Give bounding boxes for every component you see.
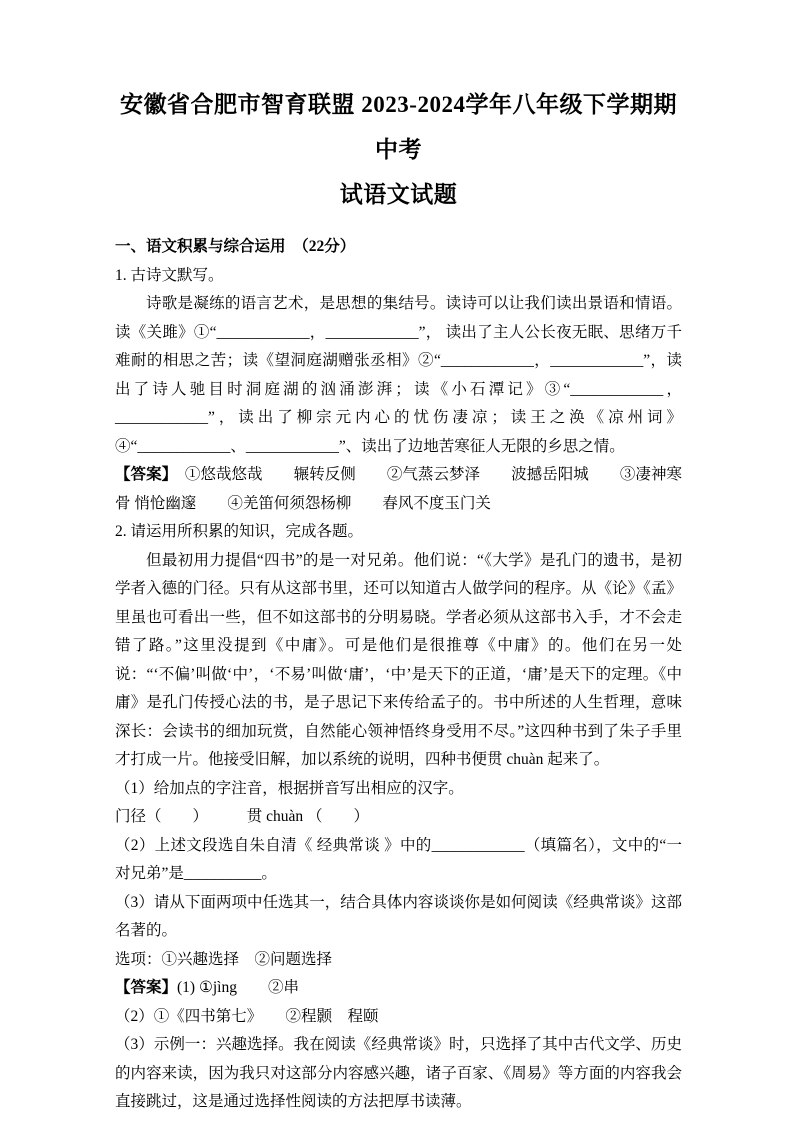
answer-label: 【答案】 (115, 466, 170, 483)
title-line-2: 试语文试题 (339, 182, 458, 207)
question-2-options: 选项：①兴趣选择 ②问题选择 (115, 950, 333, 968)
question-2-passage: 但最初用力提倡“四书”的是一对兄弟。他们说：“《大学》是孔门的遗书，是初学者入德的门径。只有从这部书里，还可以知道古人做学问的程序。从《论》《孟》里虽也可看出一些，但不如这部书的分明易晓。学者必须从这部书入手，才不会走错了路。”这里没提到《中庸》。可是他们是很推尊《中庸》的。他们在另一处说：“‘不偏’叫做‘中’，‘不易’叫做‘庸’，‘中’是天下的正道，‘庸’是天下的定理。《中庸》是孔门传授心法的书，是子思记下来传给孟子的。书中所述的人生哲理，意味深长：会读书的细加玩赏，自然能心领神悟终身受用不尽。”这四种书到了朱子手里才打成一片。他接受旧解，加以系统的说明，四种书便贯 chuàn 起来了。 (115, 551, 682, 768)
question-2-part-3: （3）请从下面两项中任选其一，结合具体内容谈谈你是如何阅读《经典常谈》这部名著的。 (115, 893, 682, 939)
document-title (115, 82, 682, 217)
question-2-answer-line-2: （2）①《四书第七》 ②程颢 程颐 (115, 1007, 379, 1025)
question-2-label: 2. 请运用所积累的知识，完成各题。 (115, 523, 364, 540)
question-1-body: 诗歌是凝练的语言艺术，是思想的集结号。读诗可以让我们读出景语和情语。读《关雎》①“____________，____________”， 读出了主人公长夜无眠、思绪万千难耐的相思之苦；读《望洞庭湖赠张丞相》②“____________，____________”，读出了诗人驰目时洞庭湖的汹涌澎湃；读《小石潭记》③“____________，____________”，读出了柳宗元内心的忧伤凄凉；读王之涣《凉州词》④“____________、____________”、读出了边地苦寒征人无限的乡思之情。 (115, 295, 682, 455)
question-2-part-1-blanks: 门径（ ） 贯 chuàn （ ） (115, 808, 370, 825)
question-1-label: 1. 古诗文默写。 (115, 266, 224, 284)
question-2-answer-line-3: （3）示例一：兴趣选择。我在阅读《经典常谈》时，只选择了其中古代文学、历史的内容来读，因为我只对这部分内容感兴趣，诸子百家、《周易》等方面的内容我会直接跳过，这是通过选择性阅读的方法把厚书读薄。 (115, 1036, 682, 1110)
title-line-1: 安徽省合肥市智育联盟 2023-2024学年八年级下学期期中考 (120, 92, 677, 162)
question-2-answer-1: (1) ①jìng ②串 (177, 979, 299, 996)
question-2-part-2: （2）上述文段选自朱自清《 经典常谈 》中的____________（填篇名），文中的“一对兄弟”是__________。 (115, 836, 682, 882)
answer-label: 【答案】 (115, 979, 178, 996)
question-1-answer-text: ①悠哉悠哉 辗转反侧 ②气蒸云梦泽 波撼岳阳城 ③凄神寒骨 悄怆幽邃 ④羌笛何须怨杨柳 春风不度玉门关 (115, 466, 682, 512)
question-2-part-1: （1）给加点的字注音，根据拼音写出相应的汉字。 (115, 779, 464, 797)
section-1-heading: 一、语文积累与综合运用 （22分） (115, 238, 356, 255)
question-1-answer (115, 461, 682, 518)
question-2-answer-line-1 (115, 974, 682, 1003)
